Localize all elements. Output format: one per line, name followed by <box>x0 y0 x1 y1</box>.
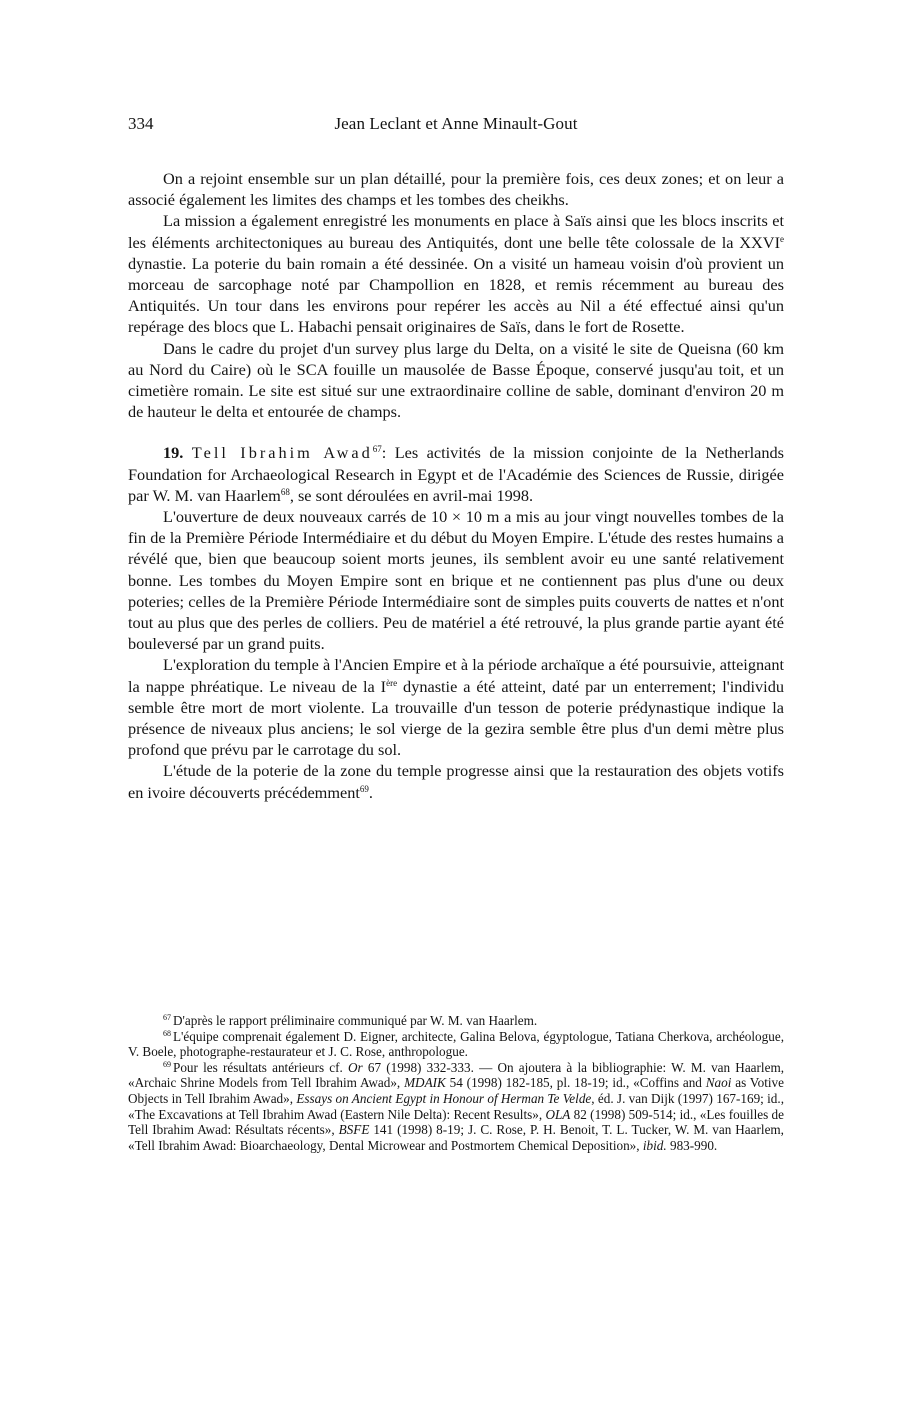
paragraph-fields: On a rejoint ensemble sur un plan détaillé, pour la première fois, ces deux zones; et on leur a associé également les limites des champs et les tombes des cheikhs. <box>128 169 784 210</box>
section-number: 19. <box>163 443 184 463</box>
running-head: Jean Leclant et Anne Minault-Gout <box>334 114 578 133</box>
footnote-67: $^{67}$ D'après le rapport préliminaire communiqué par W. M. van Haarlem. <box>163 1013 538 1028</box>
paragraph-tombs: L'ouverture de deux nouveaux carrés de 10 × 10 m a mis au jour vingt nouvelles tombes de la fin de la Première Période Intermédiaire et du début du Moyen Empire. L'étude des restes humains a révélé que, bien que beaucoup soient morts jeunes, ils semblent avoir eu une santé relativement bonne. Les tombes du Moyen Empire sont en brique et ne contiennent pas plus d'une ou deux poteries; celles de la Première Période Intermédiaire sont de simples puits couverts de nattes et n'ont tout au plus que des perles de colliers. Peu de matériel a été retrouvé, la plus grande partie ayant été bouleversé par un grand puits. <box>128 507 784 654</box>
site-name: Tell Ibrahim Awad <box>191 443 373 463</box>
page-header <box>128 114 784 140</box>
paragraph-sais-monuments: La mission a également enregistré les monuments en place à Saïs ainsi que les blocs inscrits et les éléments architectoniques au bureau des Antiquités, dont une belle tête colossale de la XXVIe dynastie. La poterie du bain romain a été dessinée. On a visité un hameau voisin d'où provient un morceau de sarcophage noté par Champollion en 1828, et remis récemment au bureau des Antiquités. Un tour dans les environs pour repérer les accès au Nil a été effectué ainsi qu'un repérage des blocs que L. Habachi pensait originaires de Saïs, dans le fort de Rosette. <box>128 211 784 337</box>
page-number: 334 <box>128 114 154 133</box>
footnote-69: $^{69}$ Pour les résultats antérieurs cf. Or 67 (1998) 332-333. — On ajoutera à la bibliographie: W. M. van Haarlem, «Archaic Shrine Models from Tell Ibrahim Awad», MDAIK 54 (1998) 182-185, pl. 18-19; id., «Coffins and Naoi as Votive Objects in Tell Ibrahim Awad», Essays on Ancient Egypt in Honour of Herman Te Velde, éd. J. van Dijk (1997) 167-169; id., «The Excavations at Tell Ibrahim Awad (Eastern Nile Delta): Recent Results», OLA 82 (1998) 509-514; id., «Les fouilles de Tell Ibrahim Awad: Résultats récents», BSFE 141 (1998) 8-19; J. C. Rose, P. H. Benoit, T. L. Tucker, W. M. van Haarlem, «Tell Ibrahim Awad: Bioarchaeology, Dental Microwear and Postmortem Chemical Deposition», ibid. 983-990. <box>128 1059 785 1153</box>
note-ref-69[interactable]: 69 <box>359 783 369 794</box>
section-19-intro: 19. Tell Ibrahim Awad$^{67}$: Les activités de la mission conjointe de la Netherlands Foundation for Archaeological Research in Egypt et de l'Académie des Sciences de Russie, dirigée par W. M. van Haarlem$^{68}$, se sont déroulées en avril-mai 1998. <box>128 443 785 505</box>
note-ref-68[interactable]: 68 <box>280 486 290 497</box>
note-ref-67[interactable]: 67 <box>372 444 382 455</box>
paragraph-pottery: L'étude de la poterie de la zone du temple progresse ainsi que la restauration des objets votifs en ivoire découverts précédemment$^{69}$. <box>128 761 784 802</box>
paragraph-temple: L'exploration du temple à l'Ancien Empire et à la période archaïque a été poursuivie, atteignant la nappe phréatique. Le niveau de la Ière dynastie a été atteint, daté par un enterrement; l'individu semble être mort de mort violente. La trouvaille d'un tesson de poterie prédynastique indique la présence de niveaux plus anciens; le sol vierge de la gezira semble être plus d'un demi mètre plus profond que prévu par le carrotage du sol. <box>128 655 784 760</box>
paragraph-queisna: Dans le cadre du projet d'un survey plus large du Delta, on a visité le site de Queisna (60 km au Nord du Caire) où le SCA fouille un mausolée de Basse Époque, conservé jusqu'au toit, et un cimetière romain. Le site est situé sur une extraordinaire colline de sable, dominant d'environ 20 m de hauteur le delta et entourée de champs. <box>128 338 784 422</box>
main-text <box>128 168 784 803</box>
footnotes <box>128 1013 784 1153</box>
footnote-68: $^{68}$ L'équipe comprenait également D. Eigner, architecte, Galina Belova, égyptologue, Tatiana Cherkova, archéologue, V. Boele, photographe-restaurateur et J. C. Rose, anthropologue. <box>128 1028 784 1060</box>
